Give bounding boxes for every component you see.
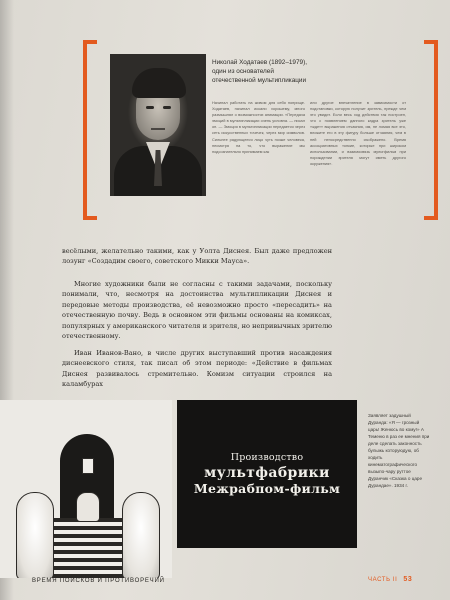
footer-section-label: ЧАСТЬ II — [368, 577, 398, 583]
portrait-eye — [146, 106, 154, 109]
illustration-caption: Заявляет задушный Дуранда: «Я — грозный царь! Женюсь во кому!» А Теменю в раз ее мнения при деле сделать законность булыжь которуюдую, об ходить кинематографического вызыпо-чару руттое Дуранчик «Сказка о царе Дурандае». 1934 г. — [368, 413, 430, 488]
left-bracket — [83, 40, 97, 220]
portrait-caption: Николай Ходатаев (1892–1979), один из основателей отечественной мультипликации — [212, 59, 307, 84]
title-card-line-1: Производство — [230, 452, 304, 463]
page-number: 53 — [403, 576, 413, 583]
title-card-line-2: мультфабрики — [204, 465, 330, 481]
portrait-eye — [163, 106, 171, 109]
paragraph-text: Многие художники были не согласны с такими задачами, поскольку понимали, что, несмотря на достоинства мультипликации Диснея и передовые методы производства, её невозможно просто «пересадить» на отечественную почву. Ведь в основном эти фильмы основаны на комиксах, популярных у американского читателя и зрителя, но непривычных зрителю отечественному. — [62, 280, 332, 341]
body-paragraph-3 — [62, 348, 332, 390]
sidebar-column-2: или другое впечатление в зависимости от подстановки, которую получит зритель, прежде чем это увидит. Если весь ход действия так построен, что с появлением данного кадра зритель уже «ждет» выражения отчаяния, им, не ломая все это, вложите его в эту фигуру больше отчаяния, чем в ней непосредственно изображено. Время ассоциативных тонкие, которые при широком использовании, и взаимосвязь мультфильм при порождении эрителя могут иметь другого окружения». — [310, 100, 406, 166]
portrait-hair — [132, 68, 186, 98]
running-footer-title: ВРЕМЯ ПОИСКОВ И ПРОТИВОРЕЧИЙ — [32, 578, 165, 584]
running-footer-section — [368, 576, 412, 583]
illustration-pillar — [122, 492, 160, 578]
cartoon-illustration — [0, 400, 172, 578]
body-paragraph-2 — [62, 279, 332, 341]
title-card-line-3: Межрабпом-фильм — [193, 481, 341, 496]
body-paragraph-1 — [62, 246, 332, 267]
illustration-pillar — [16, 492, 54, 578]
paragraph-text: Иван Иванов-Вано, в числе других выступавший против насаждения диснеевского стиля, так писал об этом периоде: «Действие в фильмах Диснея развивалось стремительно. Комизм ситуации строился на каламбурах — [62, 349, 332, 389]
portrait-photo — [110, 54, 206, 196]
film-title-card — [177, 400, 357, 548]
illustration-character — [76, 492, 100, 522]
paragraph-text: весёлыми, желательно такими, как у Уолта Диснея. Был даже предложен лозунг «Создадим своего, советского Микки Мауса». — [62, 247, 332, 266]
right-bracket — [424, 40, 438, 220]
sidebar-column-1: Начинал работать на живом для себя поприще. Ходатаев, начинал искали хорошему, много размышлял о возможностях анимации. «Передача эмоций в мультипликации очень условна. — писал он. — Эмоция в мультипликации передается через сеть искусственных точечек, через мир символов. Сильнее радующееся лицо чуть позже человека, несмотря на то, что выражение мы подсознательно принимаем как — [212, 100, 305, 154]
illustration-staircase — [48, 518, 128, 578]
illustration-flag — [82, 458, 94, 474]
portrait-mouth — [151, 128, 165, 130]
